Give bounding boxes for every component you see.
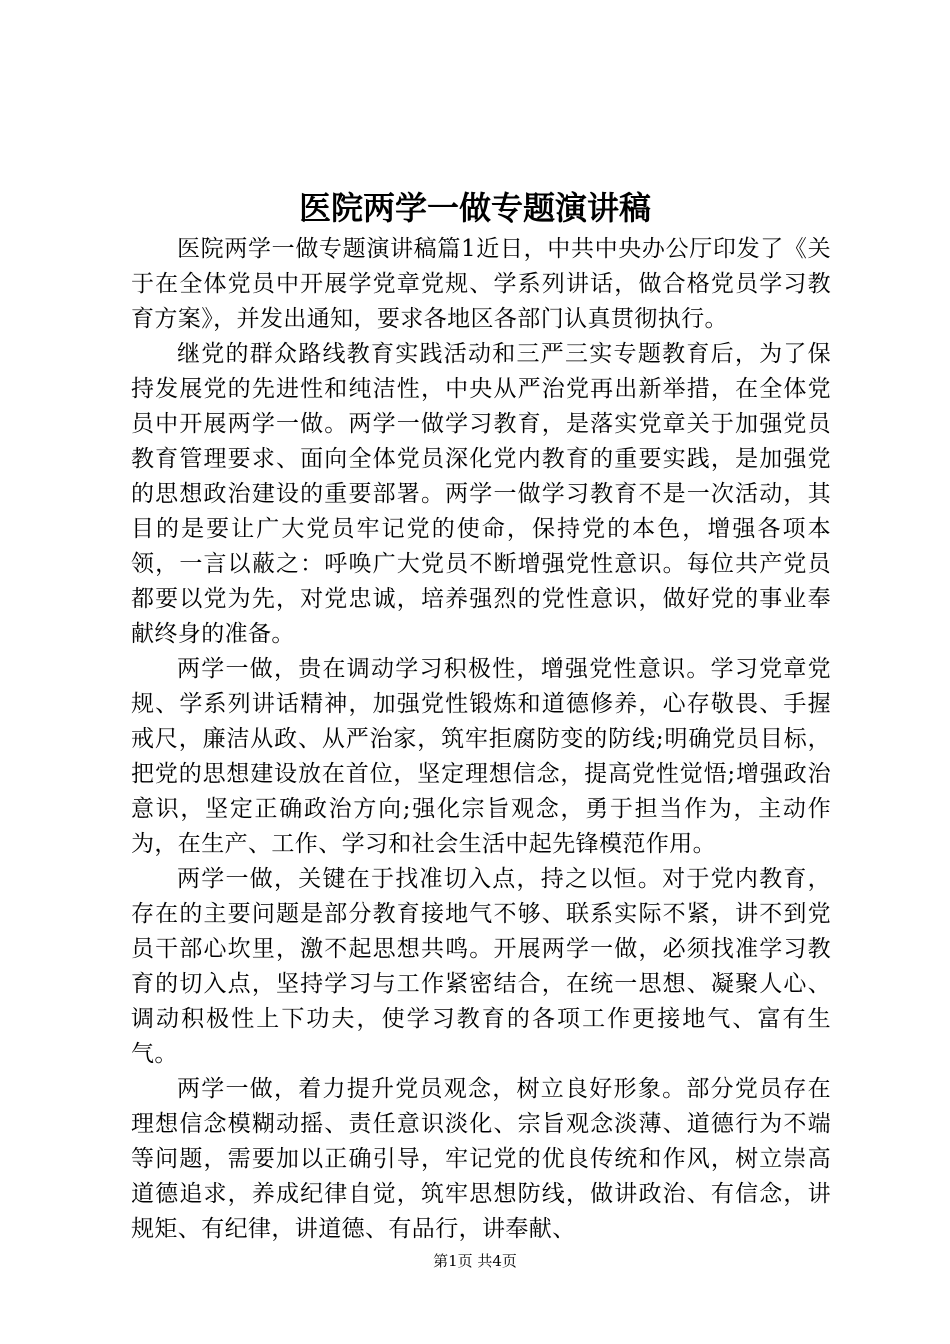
paragraph-3: 两学一做，贵在调动学习积极性，增强党性意识。学习党章党规、学系列讲话精神，加强党性锻炼和道德修养，心存敬畏、手握戒尺，廉洁从政、从严治家，筑牢拒腐防变的防线;明确党员目标，把党的思想建设放在首位，坚定理想信念，提高党性觉悟;增强政治意识，坚定正确政治方向;强化宗旨观念，勇于担当作为，主动作为，在生产、工作、学习和社会生活中起先锋模范作用。 xyxy=(131,656,831,857)
page-footer: 第1页 共4页 xyxy=(433,1252,517,1270)
paragraph-2: 继党的群众路线教育实践活动和三严三实专题教育后，为了保持发展党的先进性和纯洁性，中央从严治党再出新举措，在全体党员中开展两学一做。两学一做学习教育，是落实党章关于加强党员教育管理要求、面向全体党员深化党内教育的重要实践，是加强党的思想政治建设的重要部署。两学一做学习教育不是一次活动，其目的是要让广大党员牢记党的使命，保持党的本色，增强各项本领，一言以蔽之：呼唤广大党员不断增强党性意识。每位共产党员都要以党为先，对党忠诚，培养强烈的党性意识，做好党的事业奉献终身的准备。 xyxy=(131,341,831,647)
paragraph-1: 医院两学一做专题演讲稿篇1近日，中共中央办公厅印发了《关于在全体党员中开展学党章党规、学系列讲话，做合格党员学习教育方案》，并发出通知，要求各地区各部门认真贯彻执行。 xyxy=(131,236,831,332)
paragraph-4: 两学一做，关键在于找准切入点，持之以恒。对于党内教育，存在的主要问题是部分教育接地气不够、联系实际不紧，讲不到党员干部心坎里，激不起思想共鸣。开展两学一做，必须找准学习教育的切入点，坚持学习与工作紧密结合，在统一思想、凝聚人心、调动积极性上下功夫，使学习教育的各项工作更接地气、富有生气。 xyxy=(131,866,831,1067)
paragraph-5: 两学一做，着力提升党员观念，树立良好形象。部分党员存在理想信念模糊动摇、责任意识淡化、宗旨观念淡薄、道德行为不端等问题，需要加以正确引导，牢记党的优良传统和作风，树立崇高道德追求，养成纪律自觉，筑牢思想防线，做讲政治、有信念，讲规矩、有纪律，讲道德、有品行，讲奉献、 xyxy=(131,1076,831,1242)
document-title: 医院两学一做专题演讲稿 xyxy=(298,189,651,227)
document-body xyxy=(131,232,831,1247)
